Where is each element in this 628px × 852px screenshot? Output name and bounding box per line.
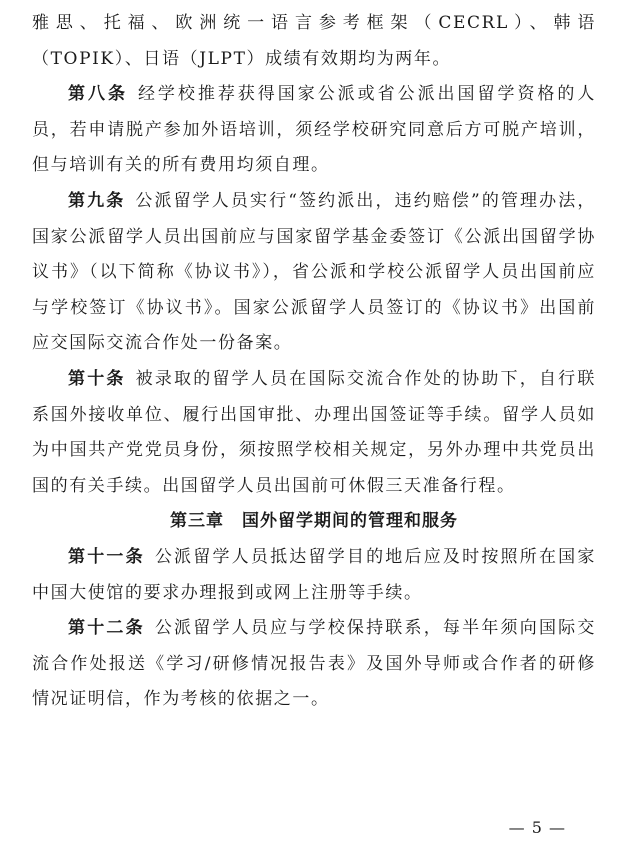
article-8-text: 经学校推荐获得国家公派或省公派出国留学资格的人员，若申请脱产参加外语培训，须经学校研究同意后方可脱产培训，但与培训有关的所有费用均须自理。: [32, 84, 596, 176]
article-10: [32, 362, 596, 504]
article-9-text: 公派留学人员实行“签约派出，违约赔偿”的管理办法，国家公派留学人员出国前应与国家留学基金委签订《公派出国留学协议书》（以下简称《协议书》），省公派和学校公派留学人员出国前应与学校签订《协议书》。国家公派留学人员签订的《协议书》出国前应交国际交流合作处一份备案。: [32, 190, 596, 354]
article-10-text: 被录取的留学人员在国际交流合作处的协助下，自行联系国外接收单位、履行出国审批、办理出国签证等手续。留学人员如为中国共产党党员身份，须按照学校相关规定，另外办理中共党员出国的有关手续。出国留学人员出国前可休假三天准备行程。: [32, 368, 596, 496]
document-body: [32, 6, 596, 718]
article-11: [32, 540, 596, 611]
article-12: [32, 611, 596, 718]
article-10-label: 第十条: [68, 368, 126, 389]
article-8: [32, 77, 596, 184]
page-number: — 5 —: [508, 818, 566, 837]
article-9: [32, 184, 596, 362]
article-8-label: 第八条: [68, 84, 128, 105]
chapter-3-heading: 第三章 国外留学期间的管理和服务: [170, 511, 458, 532]
article-9-label: 第九条: [68, 190, 126, 211]
paragraph-language-validity: 雅思、托福、欧洲统一语言参考框架（CECRL）、韩语（TOPIK）、日语（JLPT）成绩有效期均为两年。: [32, 13, 596, 69]
article-11-text: 公派留学人员抵达留学目的地后应及时按照所在国家中国大使馆的要求办理报到或网上注册等手续。: [32, 546, 596, 603]
article-12-label: 第十二条: [68, 618, 145, 639]
article-11-label: 第十一条: [68, 546, 145, 567]
article-12-text: 公派留学人员应与学校保持联系，每半年须向国际交流合作处报送《学习/研修情况报告表》及国外导师或合作者的研修情况证明信，作为考核的依据之一。: [32, 618, 596, 710]
